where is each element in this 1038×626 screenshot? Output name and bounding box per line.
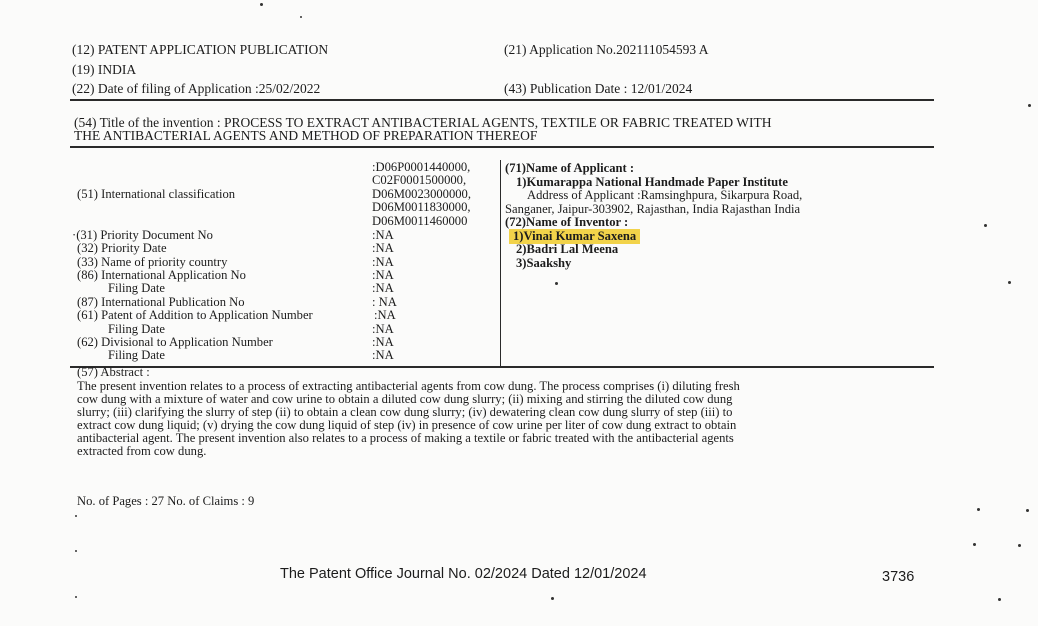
filing-date: (22) Date of filing of Application :25/02/2022 bbox=[72, 81, 321, 96]
publication-type: (12) PATENT APPLICATION PUBLICATION bbox=[72, 42, 329, 57]
speck bbox=[75, 596, 77, 598]
speck bbox=[977, 508, 980, 511]
classification-label: (51) International classification bbox=[77, 187, 236, 201]
header-rule bbox=[70, 99, 934, 101]
abstract-line: extracted from cow dung. bbox=[77, 444, 207, 458]
inventor-3: 3)Saakshy bbox=[516, 256, 572, 270]
publication-date: (43) Publication Date : 12/01/2024 bbox=[504, 81, 693, 96]
abstract-line: slurry; (iii) clarifying the slurry of step (ii) to obtain a clean cow dung slurry; (iv) dewatering clean cow dung slurry of step (iii) to bbox=[77, 405, 733, 419]
filing-date-62-value: :NA bbox=[372, 348, 394, 362]
abstract-line: antibacterial agent. The present invention also relates to a process of making a textile or fabric treated with the antibacterial agents bbox=[77, 431, 734, 445]
classification-codes bbox=[372, 161, 471, 228]
abstract-heading: (57) Abstract : bbox=[77, 365, 150, 379]
invention-title-line2: THE ANTIBACTERIAL AGENTS AND METHOD OF PREPARATION THEREOF bbox=[74, 128, 538, 143]
applicant-address-line2: Sanganer, Jaipur-303902, Rajasthan, India Rajasthan India bbox=[505, 202, 801, 216]
priority-date-label: (32) Priority Date bbox=[77, 241, 167, 255]
filing-date-61-label: Filing Date bbox=[108, 322, 166, 336]
abstract-line: extract cow dung liquid; (v) drying the cow dung liquid of step (iv) in presence of cow urine per liter of cow dung extract to obtain bbox=[77, 418, 737, 432]
classification-code: C02F0001500000, bbox=[372, 173, 467, 188]
priority-date-value: :NA bbox=[372, 241, 394, 255]
priority-country-label: (33) Name of priority country bbox=[77, 255, 228, 269]
journal-footer: The Patent Office Journal No. 02/2024 Dated 12/01/2024 bbox=[280, 566, 647, 582]
page-number: 3736 bbox=[882, 569, 915, 585]
applicant-address-line1: Address of Applicant :Ramsinghpura, Sikarpura Road, bbox=[527, 188, 803, 202]
speck bbox=[984, 224, 987, 227]
applicant-name: 1)Kumarappa National Handmade Paper Institute bbox=[516, 175, 788, 189]
inventor-heading: (72)Name of Inventor : bbox=[505, 215, 629, 229]
priority-document-label: ·(31) Priority Document No bbox=[72, 228, 213, 242]
inventor-1: 1)Vinai Kumar Saxena bbox=[509, 229, 640, 244]
speck bbox=[998, 598, 1001, 601]
abstract-line: cow dung with a mixture of water and cow urine to obtain a diluted cow dung slurry; (ii) mixing and stirring the diluted cow dung bbox=[77, 392, 733, 406]
speck bbox=[1008, 281, 1011, 284]
speck bbox=[300, 16, 302, 18]
speck bbox=[1028, 104, 1031, 107]
classification-code: D06M0011460000 bbox=[372, 213, 468, 228]
international-application-value: :NA bbox=[372, 268, 394, 282]
speck bbox=[551, 597, 554, 600]
classification-code: D06M0023000000, bbox=[372, 186, 472, 201]
divisional-value: :NA bbox=[372, 335, 394, 349]
patent-of-addition-label: (61) Patent of Addition to Application Number bbox=[77, 308, 313, 322]
classification-code: :D06P0001440000, bbox=[372, 160, 471, 174]
applicant-heading: (71)Name of Applicant : bbox=[505, 161, 635, 175]
filing-date-86-label: Filing Date bbox=[108, 281, 166, 295]
country: (19) INDIA bbox=[72, 62, 137, 77]
inventor-2: 2)Badri Lal Meena bbox=[516, 242, 619, 256]
column-divider bbox=[500, 160, 501, 366]
filing-date-61-value: :NA bbox=[372, 322, 394, 336]
pages-claims: No. of Pages : 27 No. of Claims : 9 bbox=[77, 494, 255, 508]
priority-country-value: :NA bbox=[372, 255, 394, 269]
divisional-label: (62) Divisional to Application Number bbox=[77, 335, 273, 349]
invention-title-line1: (54) Title of the invention : PROCESS TO EXTRACT ANTIBACTERIAL AGENTS, TEXTILE OR FABRIC TREATED WITH bbox=[74, 115, 772, 130]
international-application-label: (86) International Application No bbox=[77, 268, 246, 282]
speck bbox=[260, 3, 263, 6]
abstract-rule bbox=[70, 366, 934, 368]
speck bbox=[1018, 544, 1021, 547]
filing-date-62-label: Filing Date bbox=[108, 348, 166, 362]
title-rule bbox=[70, 146, 934, 148]
speck bbox=[555, 282, 558, 285]
priority-document-value: :NA bbox=[372, 228, 394, 242]
classification-code: D06M0011830000, bbox=[372, 200, 471, 215]
speck bbox=[1026, 509, 1029, 512]
speck bbox=[973, 543, 976, 546]
speck bbox=[75, 550, 77, 552]
speck bbox=[75, 515, 77, 517]
abstract-line: The present invention relates to a process of extracting antibacterial agents from cow dung. The process comprises (i) diluting fresh bbox=[77, 379, 740, 393]
international-publication-label: (87) International Publication No bbox=[77, 295, 245, 309]
international-publication-value: : NA bbox=[372, 295, 397, 309]
patent-of-addition-value: :NA bbox=[374, 308, 396, 322]
application-number: (21) Application No.202111054593 A bbox=[504, 42, 709, 57]
filing-date-86-value: :NA bbox=[372, 281, 394, 295]
